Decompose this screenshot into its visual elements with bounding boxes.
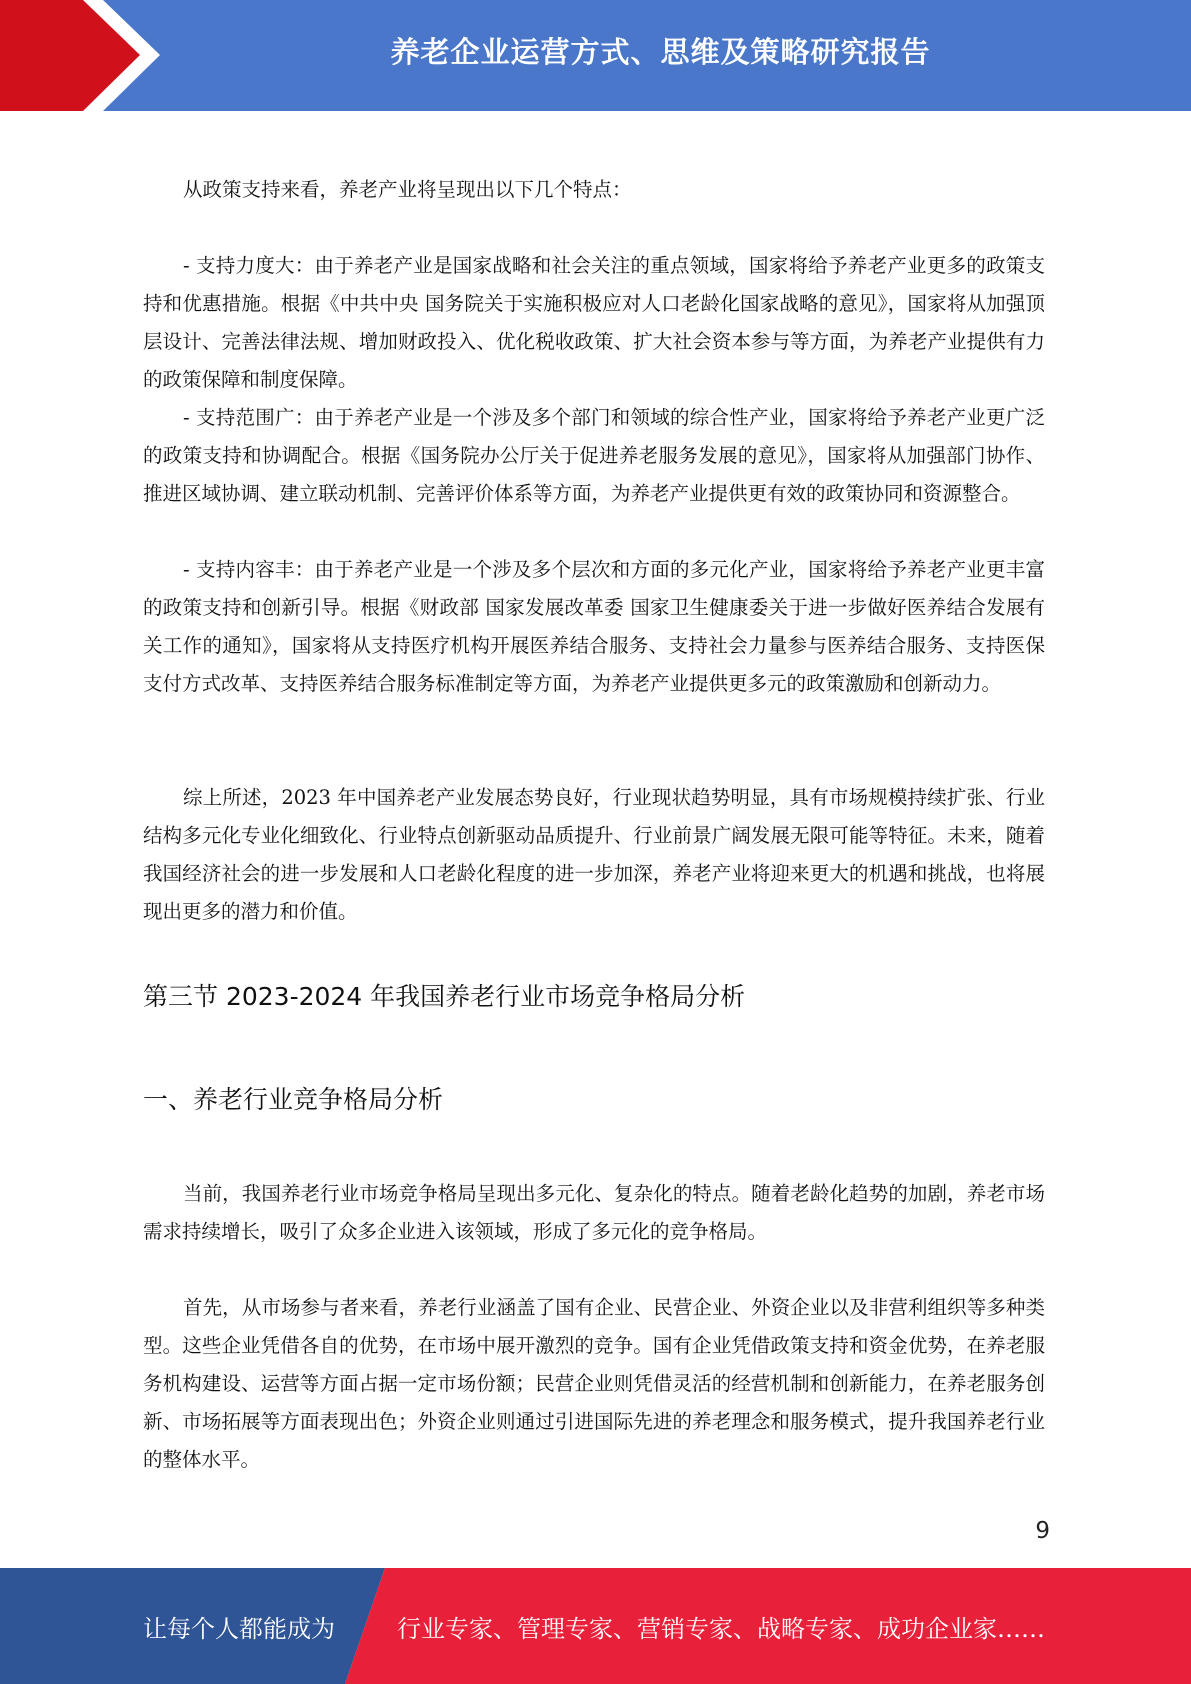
sub-heading: 一、养老行业竞争格局分析: [143, 1085, 444, 1114]
market-participants-paragraph: 首先，从市场参与者来看，养老行业涵盖了国有企业、民营企业、外资企业以及非营利组织等多种类型。这些企业凭借各自的优势，在市场中展开激烈的竞争。国有企业凭借政策支持和资金优势，在养老服务机构建设、运营等方面占据一定市场份额；民营企业则凭借灵活的经营机制和创新能力，在养老服务创新、市场拓展等方面表现出色；外资企业则通过引进国际先进的养老理念和服务模式，提升我国养老行业的整体水平。: [143, 1296, 1045, 1471]
page-number: 9: [1035, 1518, 1050, 1544]
footer-slogan-right: 行业专家、管理专家、营销专家、战略专家、成功企业家……: [397, 1614, 1045, 1643]
summary-paragraph: 综上所述，2023 年中国养老产业发展态势良好，行业现状趋势明显，具有市场规模持续扩张、行业结构多元化专业化细致化、行业特点创新驱动品质提升、行业前景广阔发展无限可能等特征。未来，随着我国经济社会的进一步发展和人口老龄化程度的进一步加深，养老产业将迎来更大的机遇和挑战，也将展现出更多的潜力和价值。: [143, 786, 1045, 923]
page-footer: [0, 1568, 1191, 1684]
page-header: [0, 0, 1191, 111]
policy-point-scope: - 支持范围广：由于养老产业是一个涉及多个部门和领域的综合性产业，国家将给予养老产业更广泛的政策支持和协调配合。根据《国务院办公厅关于促进养老服务发展的意见》，国家将从加强部门协作、推进区域协调、建立联动机制、完善评价体系等方面，为养老产业提供更有效的政策协同和资源整合。: [143, 406, 1045, 505]
intro-paragraph: 从政策支持来看，养老产业将呈现出以下几个特点：: [183, 178, 632, 201]
footer-slogan-left: 让每个人都能成为: [143, 1614, 335, 1643]
section-heading: 第三节 2023-2024 年我国养老行业市场竞争格局分析: [143, 982, 746, 1011]
policy-point-content: - 支持内容丰：由于养老产业是一个涉及多个层次和方面的多元化产业，国家将给予养老产业更丰富的政策支持和创新引导。根据《财政部 国家发展改革委 国家卫生健康委关于进一步做好医养结合发展有关工作的通知》，国家将从支持医疗机构开展医养结合服务、支持社会力量参与医养结合服务、支持医保支付方式改革、支持医养结合服务标准制定等方面，为养老产业提供更多元的政策激励和创新动力。: [143, 558, 1045, 695]
policy-point-strength: - 支持力度大：由于养老产业是国家战略和社会关注的重点领域，国家将给予养老产业更多的政策支持和优惠措施。根据《中共中央 国务院关于实施积极应对人口老龄化国家战略的意见》，国家将从加强顶层设计、完善法律法规、增加财政投入、优化税收政策、扩大社会资本参与等方面，为养老产业提供有力的政策保障和制度保障。: [143, 254, 1045, 391]
header-chevron-decoration: [0, 0, 160, 111]
report-title: 养老企业运营方式、思维及策略研究报告: [390, 35, 931, 69]
competition-overview-paragraph: 当前，我国养老行业市场竞争格局呈现出多元化、复杂化的特点。随着老龄化趋势的加剧，养老市场需求持续增长，吸引了众多企业进入该领域，形成了多元化的竞争格局。: [143, 1182, 1045, 1243]
